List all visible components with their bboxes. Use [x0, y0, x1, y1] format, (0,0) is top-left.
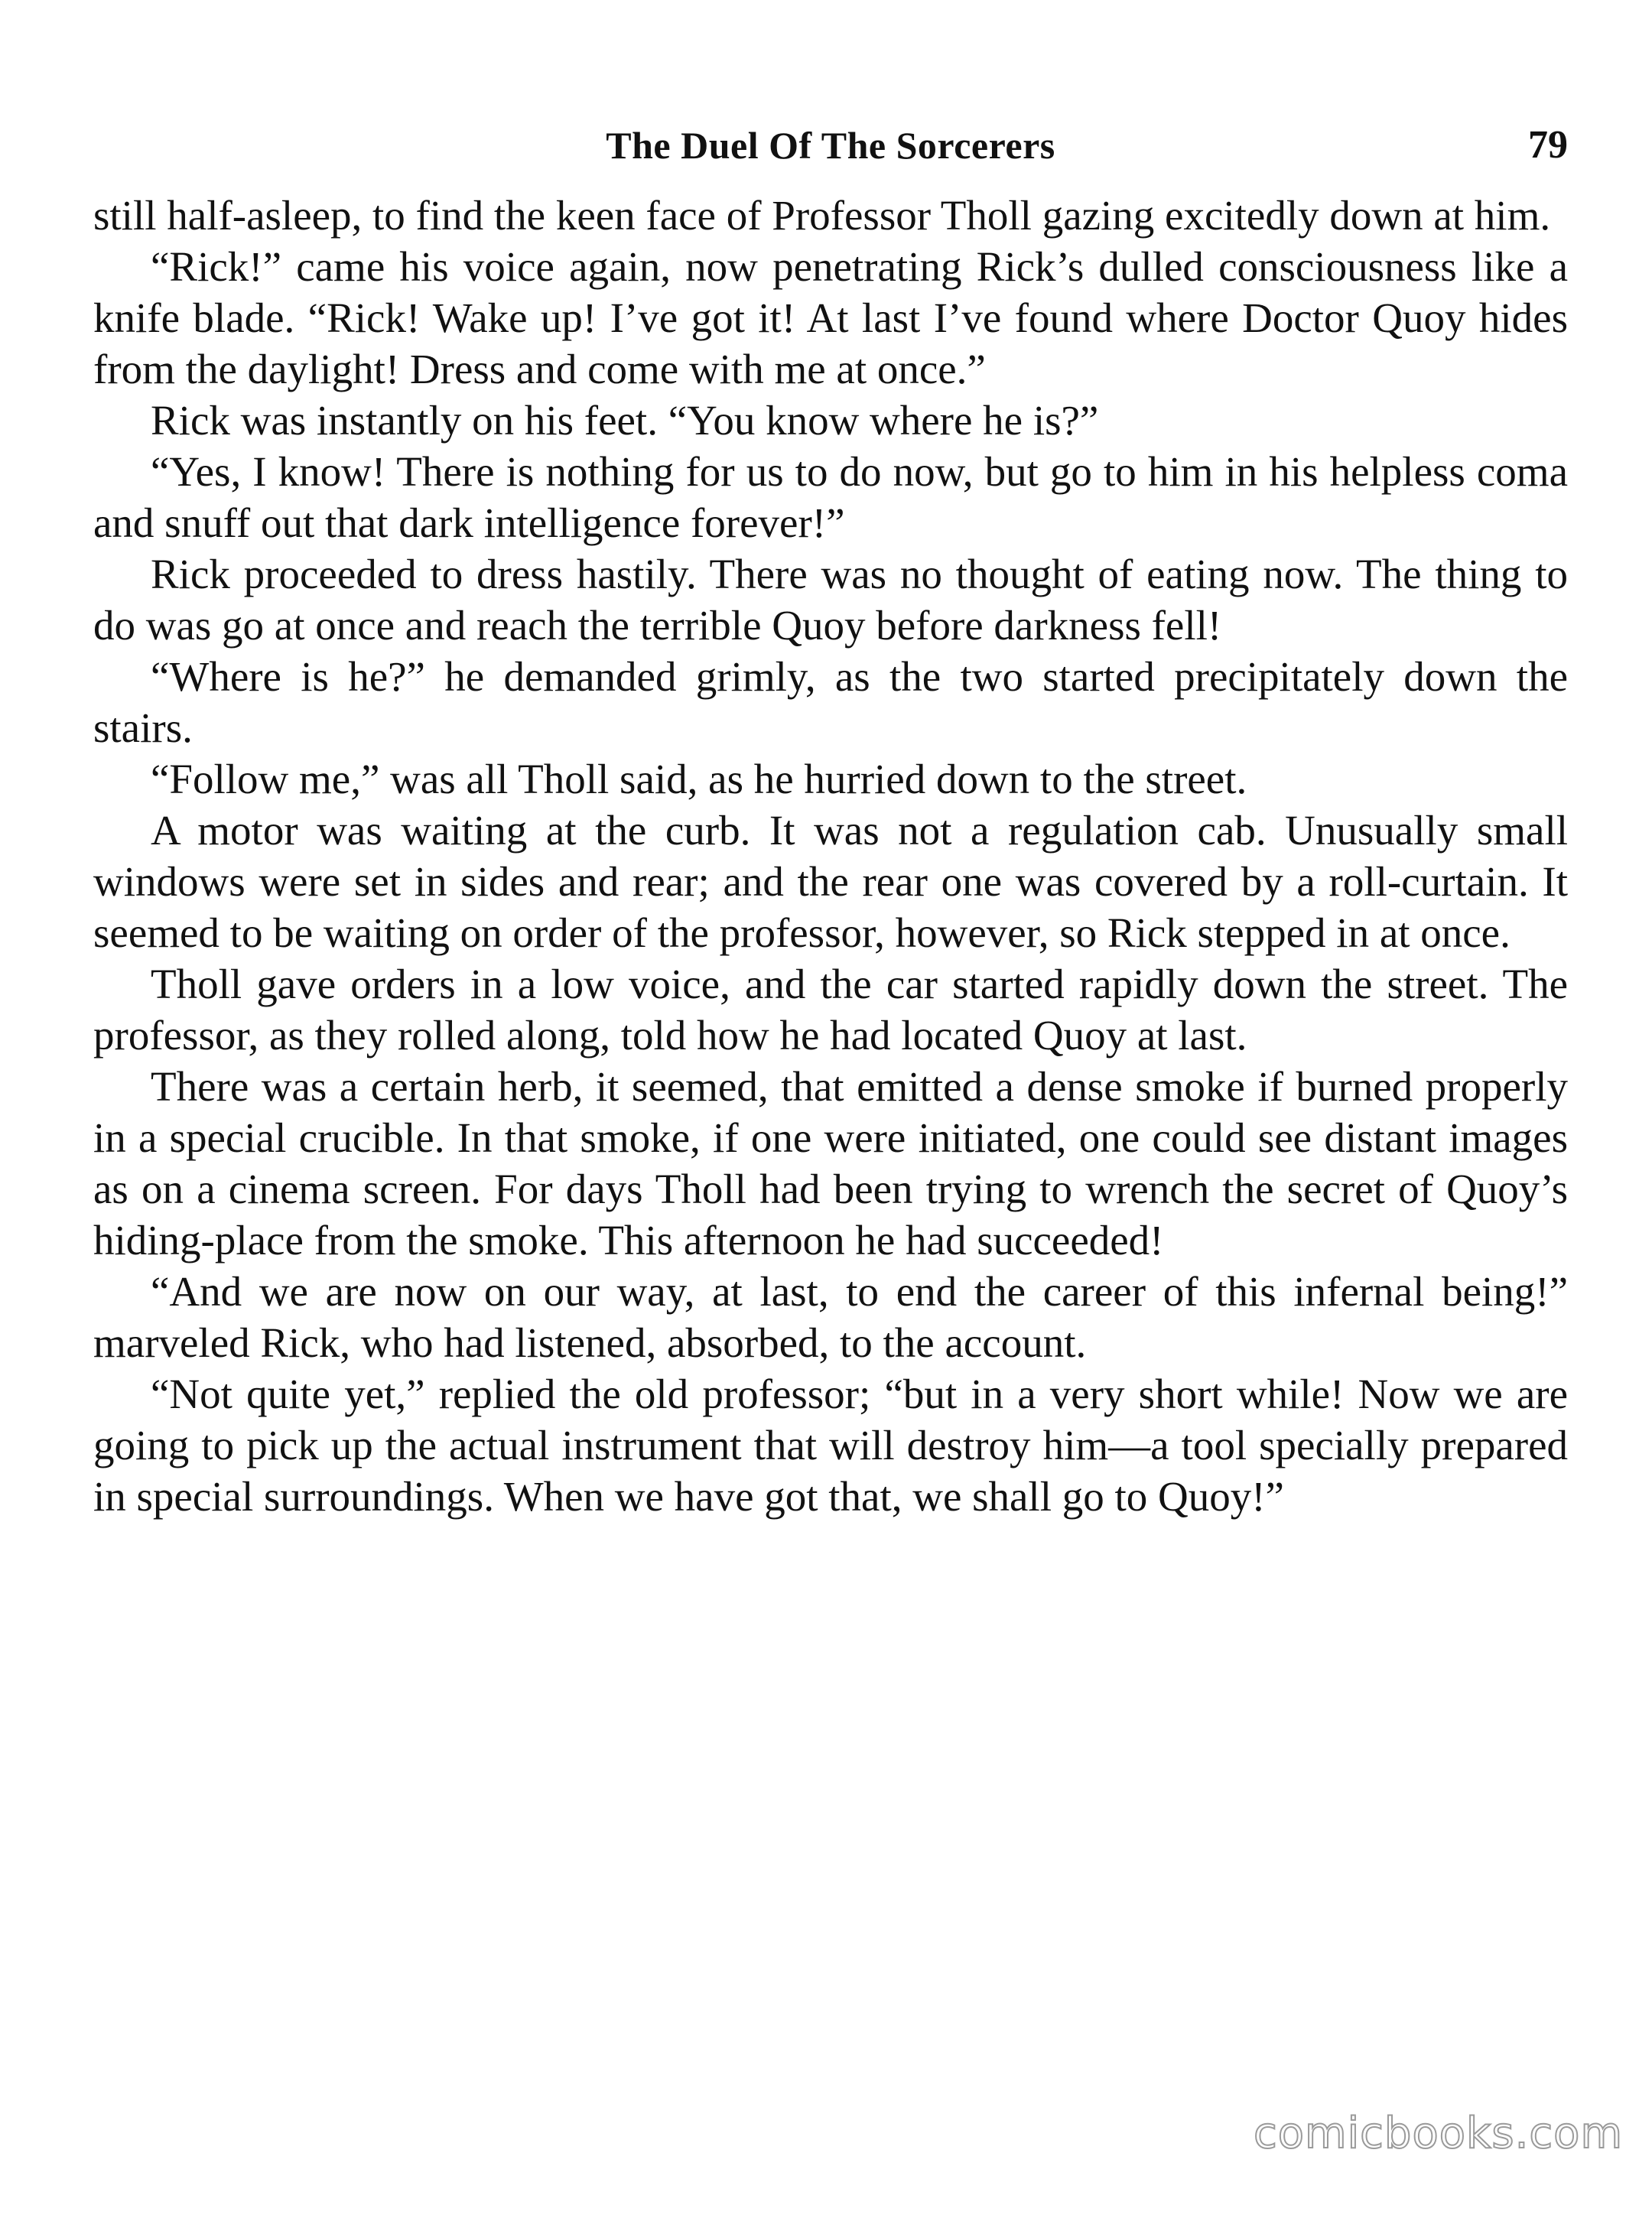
page-number: 79: [1528, 123, 1568, 167]
paragraph: Tholl gave orders in a low voice, and the car started rapidly down the street. The professor, as they rolled along, told how he had located Quoy at last.: [93, 961, 1568, 1059]
paragraph: “Follow me,” was all Tholl said, as he hurried down to the street.: [151, 756, 1247, 802]
paragraph: Rick was instantly on his feet. “You know where he is?”: [151, 397, 1099, 444]
paragraph: Rick proceeded to dress hastily. There was no thought of eating now. The thing to do was go at once and reach the terrible Quoy before darkness fell!: [93, 551, 1568, 649]
paragraph: “Yes, I know! There is nothing for us to do now, but go to him in his helpless coma and snuff out that dark intelligence forever!”: [93, 448, 1568, 546]
paragraph: There was a certain herb, it seemed, that emitted a dense smoke if burned properly in a special crucible. In that smoke, if one were initiated, one could see distant images as on a cinema screen. For days Tholl had been trying to wrench the secret of Quoy’s hiding-place from the smoke. This afternoon he had succeeded!: [93, 1063, 1568, 1263]
paragraph: A motor was waiting at the curb. It was not a regulation cab. Unusually small windows were set in sides and rear; and the rear one was covered by a roll-curtain. It seemed to be waiting on order of the professor, however, so Rick stepped in at once.: [93, 807, 1568, 956]
running-header: [93, 115, 1568, 176]
paragraph: “Not quite yet,” replied the old professor; “but in a very short while! Now we are going to pick up the actual instrument that will destroy him—a tool specially prepared in special surroundings. When we have got that, we shall go to Quoy!”: [93, 1371, 1568, 1520]
body-text: [93, 190, 1568, 1522]
paragraph: “Where is he?” he demanded grimly, as the two started precipitately down the stairs.: [93, 653, 1568, 751]
chapter-title: The Duel Of The Sorcerers: [606, 124, 1055, 167]
paragraph: “Rick!” came his voice again, now penetrating Rick’s dulled consciousness like a knife blade. “Rick! Wake up! I’ve got it! At last I’ve found where Doctor Quoy hides from the daylight! Dress and come with me at once.”: [93, 243, 1568, 392]
paragraph: “And we are now on our way, at last, to end the career of this infernal being!” marveled Rick, who had listened, absorbed, to the account.: [93, 1268, 1568, 1366]
watermark-logo: comicbooks.com: [1253, 2109, 1623, 2158]
paragraph: still half-asleep, to find the keen face of Professor Tholl gazing excitedly down at him.: [93, 192, 1551, 239]
